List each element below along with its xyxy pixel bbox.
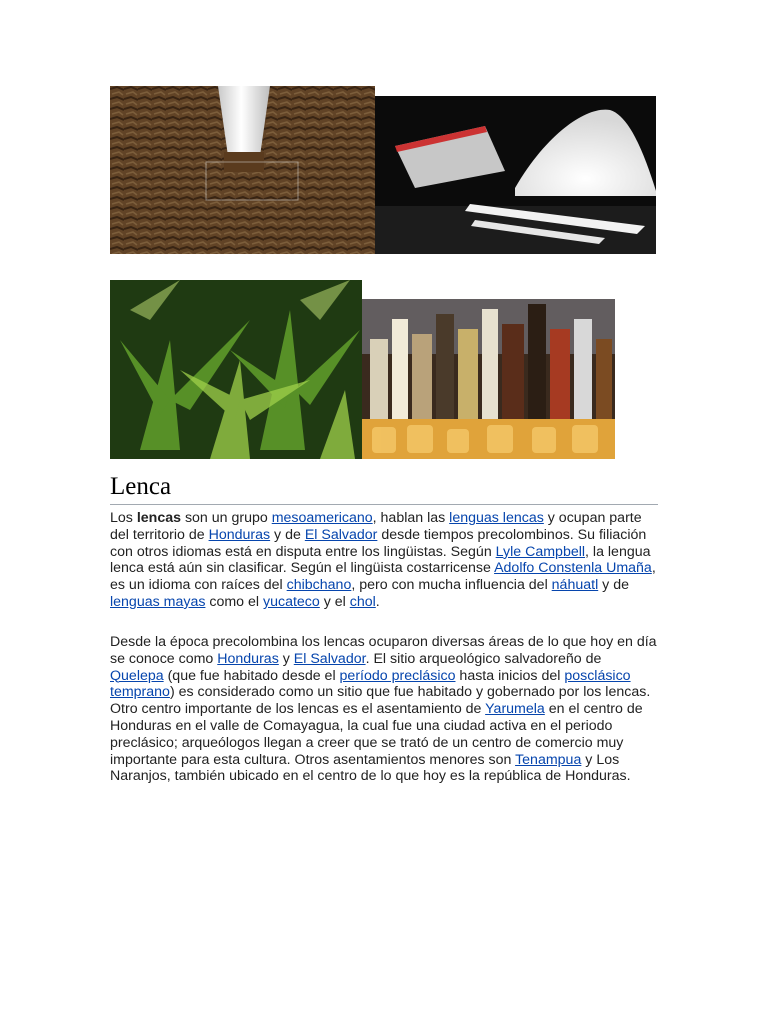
link-adolfo-constenla[interactable]: Adolfo Constenla Umaña xyxy=(494,560,652,577)
text: y el xyxy=(319,593,350,610)
text: . El sitio arqueológico salvadoreño de xyxy=(365,650,602,667)
text: Desde la época precolombina los lencas ocuparon diversas áreas de lo que hoy en día se conoce como xyxy=(110,634,657,667)
link-lyle-campbell[interactable]: Lyle Campbell xyxy=(495,543,586,560)
text: son un grupo xyxy=(181,510,272,526)
text: y ocupan parte del territorio de xyxy=(110,510,642,543)
text: , hablan las xyxy=(372,510,450,526)
text: (que fue habitado desde el xyxy=(163,667,340,684)
link-tenampua[interactable]: Tenampua xyxy=(515,751,582,768)
article-title: Lenca xyxy=(110,472,658,505)
text: en el centro de Honduras en el valle de Comayagua, la cual fue una ciudad activa en el periodo preclásico; arqueólogos llegan a creer que se trató de un centro de comercio muy importante para esta cultura. Otros asentamientos menores son xyxy=(110,701,643,768)
text: , la lengua lenca está aún sin clasificar. Según el lingüista costarricense xyxy=(110,543,651,577)
text: . xyxy=(375,593,380,610)
link-nahuatl[interactable]: náhuatl xyxy=(551,577,599,594)
link-chol[interactable]: chol xyxy=(349,593,376,610)
link-quelepa[interactable]: Quelepa xyxy=(110,667,164,684)
text: , pero con mucha influencia del xyxy=(351,577,552,594)
text: y xyxy=(278,650,294,667)
text: ) es considerado como un sitio que fue habitado y gobernado por los lencas. Otro centro importante de los lencas es el asentamiento de xyxy=(110,684,651,718)
text: Los xyxy=(110,510,137,526)
article-paragraph-2 xyxy=(110,634,658,785)
link-yucateco[interactable]: yucateco xyxy=(263,593,320,610)
liquor-photo xyxy=(362,299,615,459)
link-lenguas-lencas[interactable]: lenguas lencas xyxy=(449,510,544,526)
cocaine-photo xyxy=(375,96,656,254)
text: y de xyxy=(270,526,305,543)
text: y Los Naranjos, también ubicado en el centro de lo que hoy es la república de Honduras. xyxy=(110,751,631,785)
cannabis-photo xyxy=(110,280,362,459)
link-honduras[interactable]: Honduras xyxy=(208,526,271,543)
link-el-salvador[interactable]: El Salvador xyxy=(293,650,366,667)
link-posclasico-temprano[interactable]: posclásico temprano xyxy=(110,667,631,701)
article-paragraph-1 xyxy=(110,510,658,611)
text: hasta inicios del xyxy=(455,667,565,684)
text: como el xyxy=(205,593,263,610)
text: , es un idioma con raíces del xyxy=(110,560,656,594)
link-mesoamericano[interactable]: mesoamericano xyxy=(271,510,373,526)
link-el-salvador[interactable]: El Salvador xyxy=(304,526,378,543)
link-lenguas-mayas[interactable]: lenguas mayas xyxy=(110,593,206,610)
link-periodo-preclasico[interactable]: período preclásico xyxy=(339,667,456,684)
text: desde tiempos precolombinos. Su filiación con otros idiomas está en disputa entre los lingüistas. Según xyxy=(110,526,647,560)
bold-term: lencas xyxy=(136,510,181,526)
link-yarumela[interactable]: Yarumela xyxy=(485,701,545,718)
link-honduras[interactable]: Honduras xyxy=(217,650,279,667)
text: y de xyxy=(598,577,629,594)
link-chibchano[interactable]: chibchano xyxy=(286,577,352,594)
tobacco-photo xyxy=(110,86,375,254)
